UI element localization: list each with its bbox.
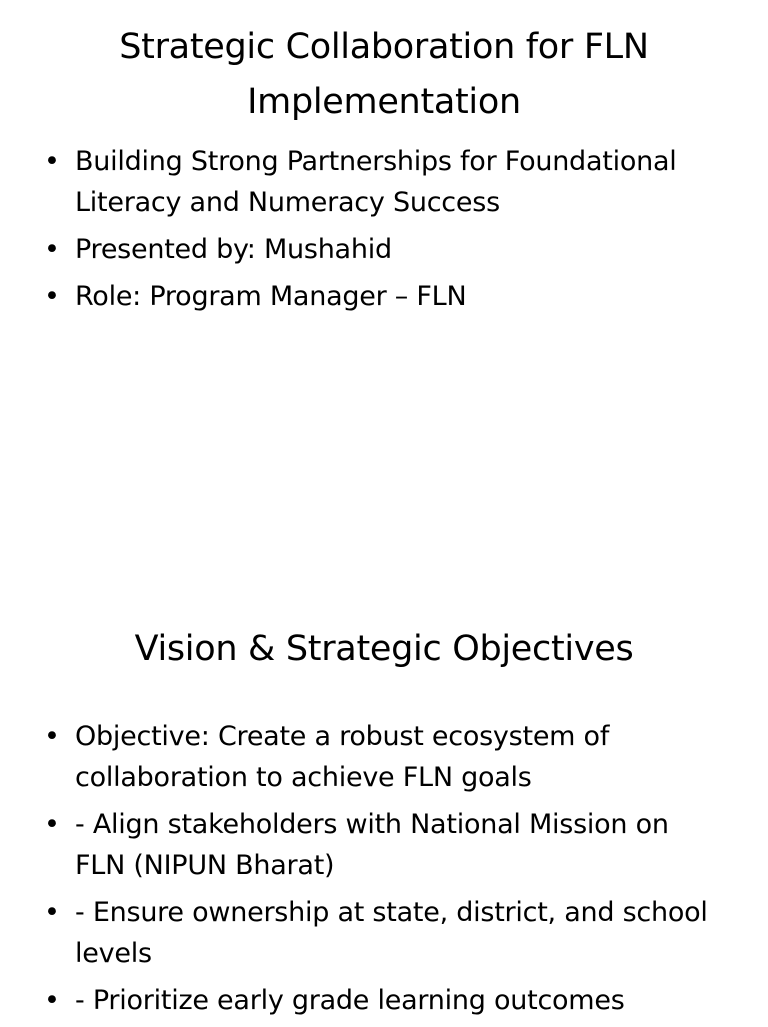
- bullet-marker: •: [44, 897, 60, 928]
- bullet-item: [44, 980, 724, 1021]
- bullet-marker: •: [44, 809, 60, 840]
- bullet-item: [44, 892, 724, 974]
- bullet-marker: •: [44, 146, 60, 177]
- bullet-marker: •: [44, 281, 60, 312]
- bullet-marker: •: [44, 985, 60, 1016]
- bullet-item: [44, 716, 724, 798]
- slide-title: Strategic Collaboration for FLN Implementation: [119, 27, 649, 122]
- bullet-text: Presented by: Mushahid: [75, 234, 392, 265]
- bullet-text: Building Strong Partnerships for Foundational Literacy and Numeracy Success: [75, 146, 677, 218]
- bullet-list: [44, 141, 724, 323]
- bullet-marker: •: [44, 721, 60, 752]
- slide-title: Vision & Strategic Objectives: [134, 629, 634, 669]
- bullet-marker: •: [44, 234, 60, 265]
- bullet-item: [44, 141, 724, 223]
- bullet-text: Objective: Create a robust ecosystem of collaboration to achieve FLN goals: [75, 721, 610, 793]
- bullet-item: [44, 229, 724, 270]
- bullet-text: - Ensure ownership at state, district, and school levels: [75, 897, 708, 969]
- bullet-item: [44, 276, 724, 317]
- bullet-text: Role: Program Manager – FLN: [75, 281, 467, 312]
- bullet-list: [44, 716, 724, 1027]
- bullet-text: - Align stakeholders with National Mission on FLN (NIPUN Bharat): [75, 809, 669, 881]
- bullet-text: - Prioritize early grade learning outcomes: [75, 985, 625, 1016]
- bullet-item: [44, 804, 724, 886]
- slide-2: [0, 576, 768, 1024]
